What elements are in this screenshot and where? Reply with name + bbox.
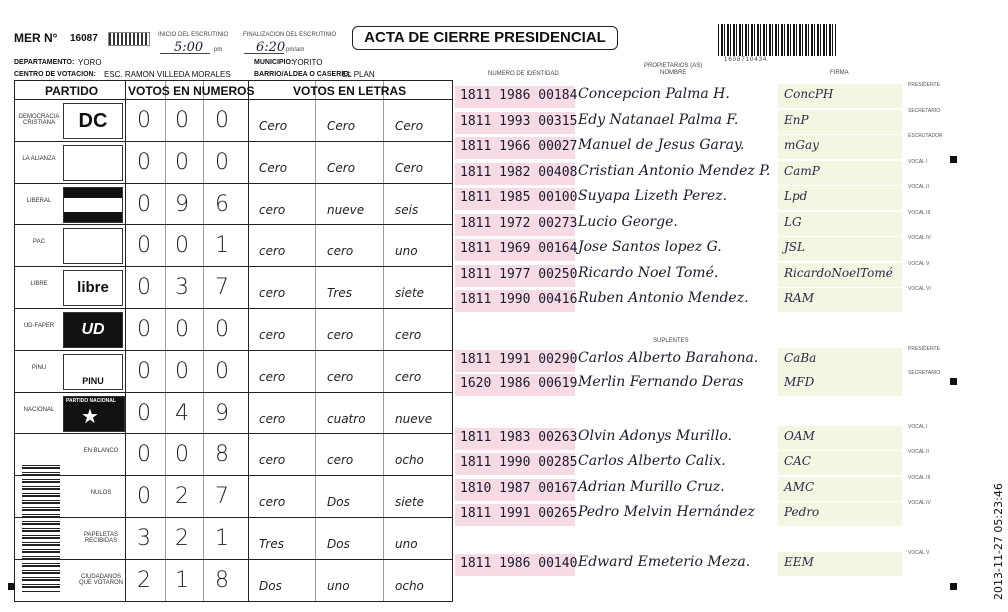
barcode-text: 1608710434	[724, 57, 768, 63]
vote-digit: 0	[137, 317, 151, 342]
party-name: EN BLANCO	[83, 448, 119, 455]
party-logo: UD	[63, 312, 123, 348]
party-name: PAC	[33, 239, 45, 246]
party-logo: PARTIDO NACIONAL	[63, 396, 125, 432]
registration-mark	[950, 378, 957, 385]
barrio-value: EL PLAN	[342, 70, 375, 79]
vote-word: cero	[327, 453, 354, 468]
signature: CAC	[784, 454, 812, 468]
inicio-value: 5:00	[174, 40, 204, 55]
vote-word: Dos	[327, 495, 350, 510]
signature: Pedro	[784, 505, 820, 519]
member-role: VOCAL IV	[908, 500, 931, 506]
signature: CaBa	[784, 351, 817, 365]
member-role: VOCAL VI	[908, 286, 931, 292]
vote-digit: 0	[137, 442, 151, 468]
vote-word: Cero	[395, 119, 424, 133]
identity-number: 1811 1977 00250	[460, 266, 578, 282]
vote-digit: 0	[137, 233, 151, 259]
identity-number: 1811 1990 00285	[460, 455, 578, 470]
vote-word: cuatro	[327, 411, 366, 426]
member-name: Concepcion Palma H.	[578, 86, 730, 102]
identity-number: 1811 1982 00408	[460, 164, 578, 180]
identity-number: 1811 1991 00265	[460, 506, 578, 521]
col-partido: PARTIDO	[45, 84, 99, 98]
member-name: Carlos Alberto Calix.	[578, 453, 726, 469]
identity-number: 1811 1983 00263	[460, 430, 578, 445]
vote-digit: 1	[215, 233, 229, 259]
col-propietarios-header: PROPIETARIOS (AS)	[644, 63, 703, 69]
mer-label: MER N°	[14, 31, 58, 45]
vote-digit: 8	[215, 442, 229, 468]
document-title: ACTA DE CIERRE PRESIDENCIAL	[352, 26, 618, 50]
member-role: SECRETARIO	[908, 107, 941, 114]
party-name: CIUDADANOS QUE VOTARON	[79, 573, 123, 586]
identity-number: 1810 1987 00167	[460, 481, 578, 496]
vote-digit: 0	[137, 484, 151, 510]
vote-word: nueve	[395, 411, 433, 426]
col-votos-numeros: VOTOS EN NUMEROS	[128, 84, 255, 98]
identity-number: 1811 1990 00416	[460, 292, 578, 307]
vote-digit: 0	[137, 275, 151, 301]
signature: Lpd	[784, 189, 808, 203]
vote-digit: 0	[175, 149, 189, 175]
vote-digit: 0	[175, 108, 189, 133]
vote-digit: 1	[215, 526, 229, 551]
member-role: VOCAL V	[908, 260, 930, 267]
member-role: VOCAL I	[908, 424, 928, 430]
votes-table	[14, 80, 453, 602]
vote-word: cero	[259, 369, 286, 384]
departamento-label: DEPARTAMENTO:	[14, 59, 75, 66]
centro-label: CENTRO DE VOTACION:	[14, 71, 96, 78]
signature: AMC	[784, 480, 815, 494]
vote-digit: 0	[215, 317, 229, 342]
vote-word: cero	[259, 453, 286, 468]
vote-word: cero	[259, 495, 286, 510]
party-name: DEMOCRACIA CRISTIANA	[18, 114, 60, 126]
member-name: Adrian Murillo Cruz.	[578, 479, 725, 495]
party-logo: libre	[63, 270, 123, 306]
vote-digit: 0	[137, 358, 151, 384]
vote-digit: 2	[175, 526, 189, 551]
vote-digit: 0	[137, 400, 151, 426]
vote-digit: 0	[137, 149, 151, 175]
vote-word: cero	[395, 328, 422, 342]
member-role: VOCAL I	[908, 158, 928, 165]
vote-digit: 0	[137, 108, 151, 133]
signature: ConcPH	[784, 87, 834, 101]
party-name: NULOS	[90, 490, 112, 497]
member-name: Edward Emeterio Meza.	[578, 554, 751, 570]
vote-word: cero	[259, 244, 286, 259]
party-logo	[63, 145, 123, 181]
party-logo: DC	[63, 103, 123, 139]
party-name: LIBERAL	[26, 197, 52, 204]
vote-word: seis	[395, 202, 419, 217]
registration-mark	[950, 583, 957, 590]
vote-word: siete	[395, 286, 425, 301]
member-role: VOCAL III	[908, 475, 931, 481]
identity-number: 1811 1993 00315	[460, 113, 578, 129]
vote-word: ocho	[395, 453, 424, 468]
departamento-value: YORO	[78, 58, 102, 67]
vote-digit: 8	[215, 567, 229, 593]
vote-digit: 2	[175, 484, 189, 510]
signature: RicardoNoelTomé	[784, 265, 893, 280]
suplentes-header: SUPLENTES	[653, 338, 689, 344]
vote-word: cero	[259, 411, 286, 426]
fin-label: FINALIZACION DEL ESCRUTINIO	[243, 32, 337, 38]
vote-word: Dos	[259, 578, 282, 593]
signature: EnP	[784, 112, 809, 127]
mer-number: 16087	[70, 33, 98, 44]
inicio-label: INICIO DEL ESCRUTINIO	[158, 32, 229, 38]
vote-digit: 0	[175, 358, 189, 384]
side-barcode	[22, 462, 60, 592]
col-identidad-header: NUMERO DE IDENTIDAD	[488, 71, 559, 77]
party-name: LIBRE	[30, 281, 48, 288]
vote-digit: 0	[175, 442, 189, 468]
identity-number: 1811 1985 00100	[460, 190, 578, 205]
vote-word: Cero	[327, 119, 356, 133]
star-icon: ★	[81, 405, 99, 428]
member-name: Ruben Antonio Mendez.	[578, 290, 749, 306]
identity-number: 1811 1986 00184	[460, 88, 578, 103]
party-logo: PINU	[63, 354, 123, 390]
identity-number: 1620 1986 00619	[460, 376, 578, 391]
vote-word: uno	[395, 537, 418, 551]
vote-word: Cero	[259, 119, 288, 133]
fin-suffix: pm/am	[286, 47, 305, 53]
vote-word: cero	[259, 286, 286, 301]
member-name: Carlos Alberto Barahona.	[578, 350, 759, 366]
col-firma-header: FIRMA	[830, 70, 849, 76]
municipio-label: MUNICIPIO:	[254, 59, 294, 66]
vote-digit: 0	[215, 149, 229, 175]
vote-digit: 3	[175, 275, 189, 301]
inicio-underline	[160, 53, 210, 54]
signature: MFD	[784, 375, 815, 389]
vote-digit: 0	[137, 191, 151, 217]
municipio-value: YORITO	[292, 58, 323, 67]
vote-word: cero	[327, 244, 354, 259]
fin-underline	[244, 53, 284, 54]
member-role: VOCAL III	[908, 209, 931, 216]
vote-word: Cero	[395, 160, 424, 175]
signature: EEM	[784, 555, 814, 569]
vote-word: Tres	[327, 286, 352, 301]
signature: JSL	[784, 240, 805, 254]
party-name: UD-FAPER	[23, 323, 55, 329]
member-role: PRESIDENTE	[908, 346, 940, 352]
vote-digit: 4	[175, 400, 189, 426]
vote-word: Tres	[259, 537, 284, 551]
identity-number: 1811 1986 00140	[460, 556, 578, 571]
identity-number: 1811 1969 00164	[460, 241, 578, 256]
vote-digit: 9	[175, 191, 189, 217]
signature: OAM	[784, 429, 815, 443]
vote-digit: 7	[215, 275, 229, 301]
vote-digit: 6	[215, 191, 229, 217]
registration-mark	[8, 583, 15, 590]
signature: mGay	[784, 138, 819, 152]
vote-word: Cero	[259, 160, 288, 175]
vote-digit: 0	[175, 233, 189, 259]
member-role: ESCRUTADOR	[908, 133, 943, 139]
member-name: Olvin Adonys Murillo.	[578, 428, 732, 444]
vote-word: uno	[395, 244, 418, 259]
barcode	[718, 24, 836, 56]
member-role: VOCAL II	[908, 449, 929, 455]
cne-logo	[108, 32, 150, 46]
member-role: PRESIDENTE	[908, 82, 940, 88]
vote-word: cero	[259, 202, 286, 217]
vote-digit: 0	[215, 358, 229, 384]
centro-value: ESC. RAMON VILLEDA MORALES	[104, 70, 231, 79]
member-role: SECRETARIO	[908, 370, 941, 376]
member-name: Jose Santos lopez G.	[578, 239, 722, 255]
vote-word: cero	[259, 328, 286, 342]
vote-digit: 9	[215, 400, 229, 426]
vote-word: nueve	[327, 202, 365, 217]
member-name: Suyapa Lizeth Perez.	[578, 188, 728, 204]
vote-word: cero	[395, 369, 422, 384]
vote-word: uno	[327, 578, 350, 593]
vote-word: Cero	[327, 160, 356, 175]
vote-digit: 1	[175, 567, 189, 593]
vote-word: cero	[327, 328, 354, 342]
fin-value: 6:20	[256, 40, 286, 55]
identity-number: 1811 1991 00290	[460, 352, 578, 367]
vote-word: cero	[327, 369, 354, 384]
vote-digit: 0	[215, 108, 229, 133]
vote-digit: 0	[175, 317, 189, 342]
vote-digit: 7	[215, 484, 229, 510]
signature: CamP	[784, 163, 820, 178]
member-name: Cristian Antonio Mendez P.	[578, 162, 771, 179]
identity-number: 1811 1966 00027	[460, 139, 578, 154]
signature: LG	[784, 214, 802, 229]
vote-word: ocho	[395, 578, 424, 593]
party-name: PAPELETAS RECIBIDAS	[83, 532, 119, 544]
barrio-label: BARRIO/ALDEA O CASERIO:	[254, 71, 351, 78]
party-logo	[63, 187, 123, 223]
col-votos-letras: VOTOS EN LETRAS	[293, 84, 407, 98]
member-name: Pedro Melvin Hernández	[578, 504, 755, 520]
member-role: VOCAL IV	[908, 235, 931, 241]
party-name: LA ALIANZA	[22, 155, 56, 162]
col-nombre-header: NOMBRE	[660, 70, 687, 76]
member-role: VOCAL V	[908, 550, 930, 556]
party-name: NACIONAL	[23, 406, 55, 413]
vote-digit: 3	[137, 526, 151, 551]
party-name: PINU	[31, 364, 47, 371]
member-role: VOCAL II	[908, 184, 929, 190]
party-logo	[63, 228, 123, 264]
vote-word: Dos	[327, 537, 350, 551]
vote-digit: 2	[137, 567, 151, 593]
signature: RAM	[784, 291, 814, 305]
member-name: Merlin Fernando Deras	[578, 374, 744, 390]
identity-number: 1811 1972 00273	[460, 215, 578, 231]
member-name: Lucio George.	[578, 213, 678, 230]
scan-timestamp: 2013-11-27 05:23:46	[992, 483, 1005, 600]
member-name: Ricardo Noel Tomé.	[578, 264, 719, 281]
vote-word: siete	[395, 495, 425, 510]
registration-mark	[950, 156, 957, 163]
member-name: Manuel de Jesus Garay.	[578, 137, 745, 153]
inicio-suffix: pm	[214, 47, 223, 53]
member-name: Edy Natanael Palma F.	[578, 111, 739, 128]
